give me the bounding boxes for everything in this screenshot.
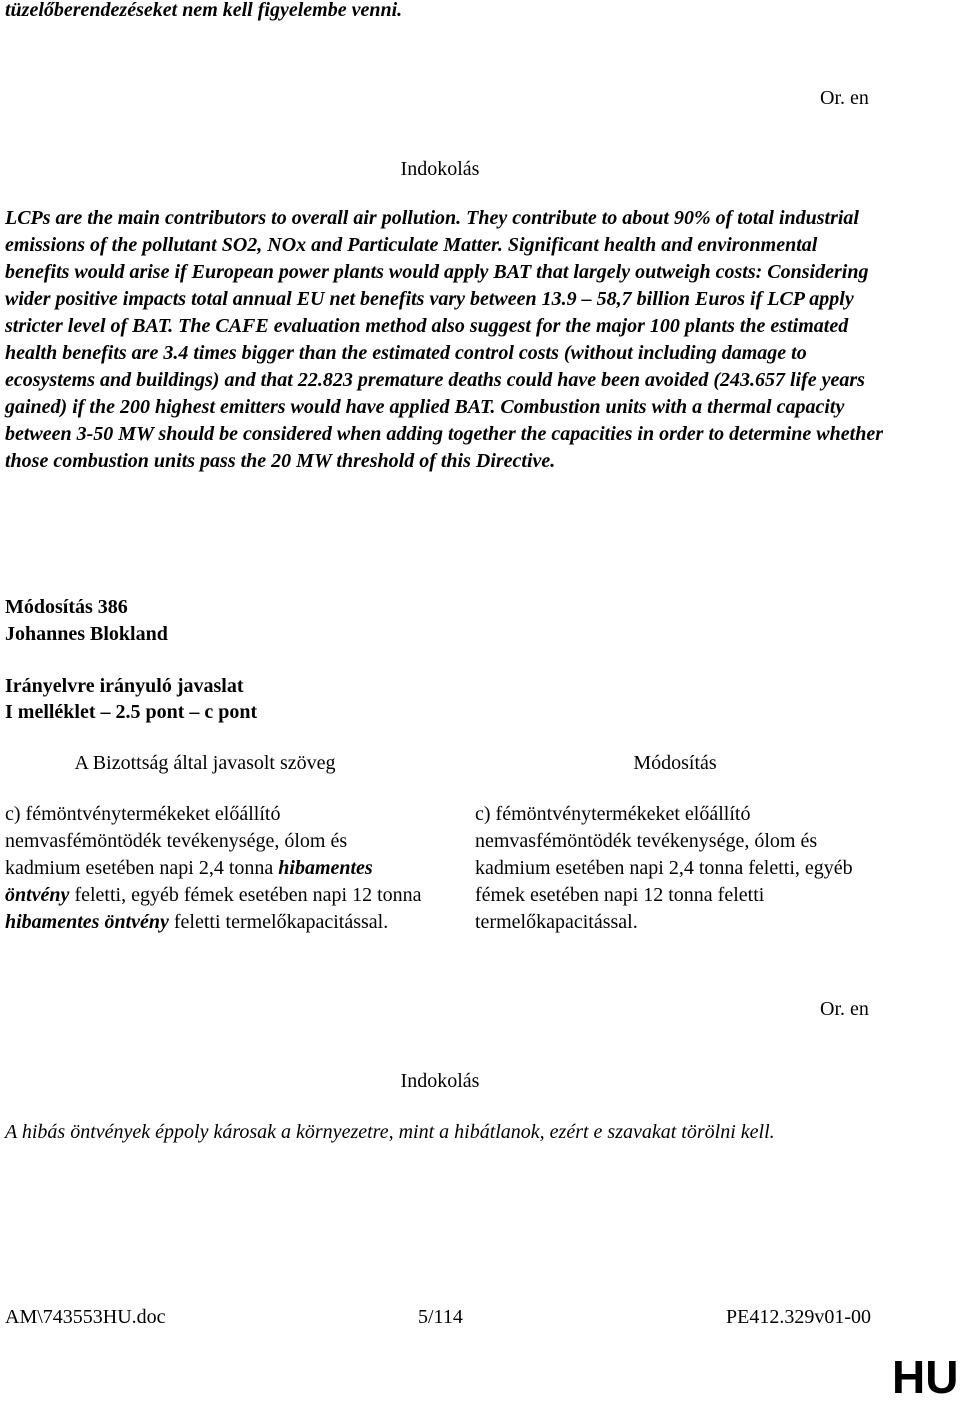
footer-page-number: 5/114 xyxy=(418,1306,463,1328)
language-badge: HU xyxy=(892,1351,959,1403)
footer-pe-number: PE412.329v01-00 xyxy=(726,1306,871,1328)
original-language-label: Or. en xyxy=(820,87,869,109)
justification-text: A hibás öntvények éppoly károsak a környezetre, mint a hibátlanok, ezért e szavakat törölni kell. xyxy=(5,1121,775,1143)
justification-heading: Indokolás xyxy=(400,158,480,180)
commission-text-heading: A Bizottság által javasolt szöveg xyxy=(74,752,336,774)
commission-text-emphasis: hibamentes öntvény xyxy=(5,857,373,906)
commission-text-part: c) fémöntvénytermékeket előállító nemvasfémöntödék tevékenysége, ólom és kadmium esetében napi 2,4 tonna xyxy=(5,803,348,879)
document-type: Irányelvre irányuló javaslat xyxy=(5,675,244,697)
previous-text-fragment: tüzelőberendezéseket nem kell figyelembe venni. xyxy=(5,0,403,21)
amendment-column-heading: Módosítás xyxy=(633,752,717,774)
footer-file-name: AM\743553HU.doc xyxy=(5,1306,166,1328)
original-language-label: Or. en xyxy=(820,998,869,1020)
amendment-number: Módosítás 386 xyxy=(5,596,128,618)
document-reference: I melléklet – 2.5 pont – c pont xyxy=(5,701,258,723)
commission-text-emphasis: hibamentes öntvény xyxy=(5,911,169,933)
justification-heading: Indokolás xyxy=(400,1070,480,1092)
amendment-author: Johannes Blokland xyxy=(5,623,168,645)
commission-text-part: feletti, egyéb fémek esetében napi 12 tonna xyxy=(69,884,422,906)
commission-text-part: feletti termelőkapacitással. xyxy=(168,911,389,933)
amendment-text-body: c) fémöntvénytermékeket előállító nemvasfémöntödék tevékenysége, ólom és kadmium esetében napi 2,4 tonna feletti, egyéb fémek esetében napi 12 tonna feletti termelőkapacitással. xyxy=(475,803,853,933)
commission-text-body xyxy=(5,801,425,936)
justification-text: LCPs are the main contributors to overall air pollution. They contribute to about 90% of total industrial emissions of the pollutant SO2, NOx and Particulate Matter. Significant health and environmental benefits would arise if European power plants would apply BAT that largely outweigh costs: Considering wider positive impacts total annual EU net benefits vary between 13.9 – 58,7 billion Euros if LCP apply stricter level of BAT. The CAFE evaluation method also suggest for the major 100 plants the estimated health benefits are 3.4 times bigger than the estimated control costs (without including damage to ecosystems and buildings) and that 22.823 premature deaths could have been avoided (243.657 life years gained) if the 200 highest emitters would have applied BAT. Combustion units with a thermal capacity between 3-50 MW should be considered when adding together the capacities in order to determine whether those combustion units pass the 20 MW threshold of this Directive. xyxy=(5,207,883,472)
